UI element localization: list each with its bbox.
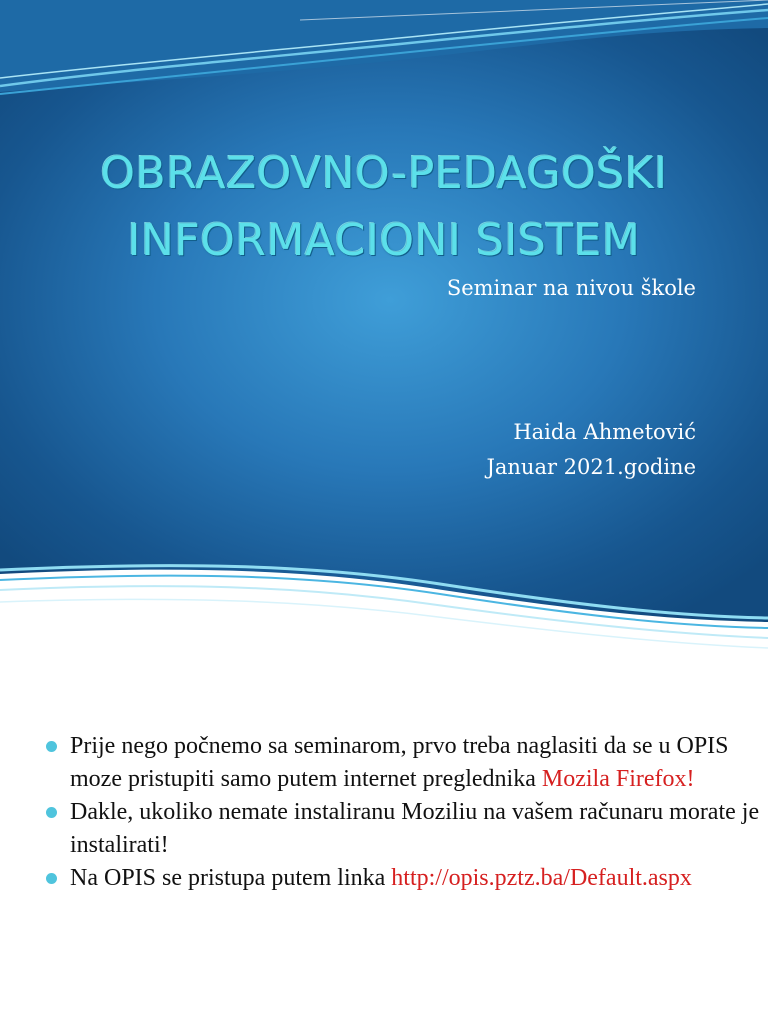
bullet-item-firefox <box>46 730 768 796</box>
bullet-dot-icon <box>46 807 57 818</box>
bullet-item-install <box>46 796 768 862</box>
title-line-1: OBRAZOVNO-PEDAGOŠKI <box>100 148 668 199</box>
bullet-list <box>0 730 768 895</box>
top-wave-decoration <box>0 0 768 100</box>
bullet-dot-icon <box>46 741 57 752</box>
firefox-highlight: Mozila Firefox! <box>541 766 695 792</box>
title-line-2: INFORMACIONI SISTEM <box>127 215 641 266</box>
presentation-date: Januar 2021.godine <box>486 455 696 479</box>
opis-link[interactable]: http://opis.pztz.ba/Default.aspx <box>391 865 692 891</box>
bullet-text: Dakle, ukoliko nemate instaliranu Moziliu na vašem računaru morate je instalirati! <box>70 799 760 858</box>
author-name: Haida Ahmetović <box>513 420 696 444</box>
bottom-wave-decoration <box>0 560 768 660</box>
bullet-text: Na OPIS se pristupa putem linka <box>70 865 392 891</box>
content-slide <box>0 730 768 1024</box>
subtitle: Seminar na nivou škole <box>446 276 696 300</box>
bullet-text: Prije nego počnemo sa seminarom, prvo treba naglasiti da se u OPIS moze pristupiti samo putem internet preglednika <box>70 733 729 792</box>
bullet-item-link <box>46 862 768 895</box>
slide-title <box>30 140 738 274</box>
bullet-dot-icon <box>46 873 57 884</box>
